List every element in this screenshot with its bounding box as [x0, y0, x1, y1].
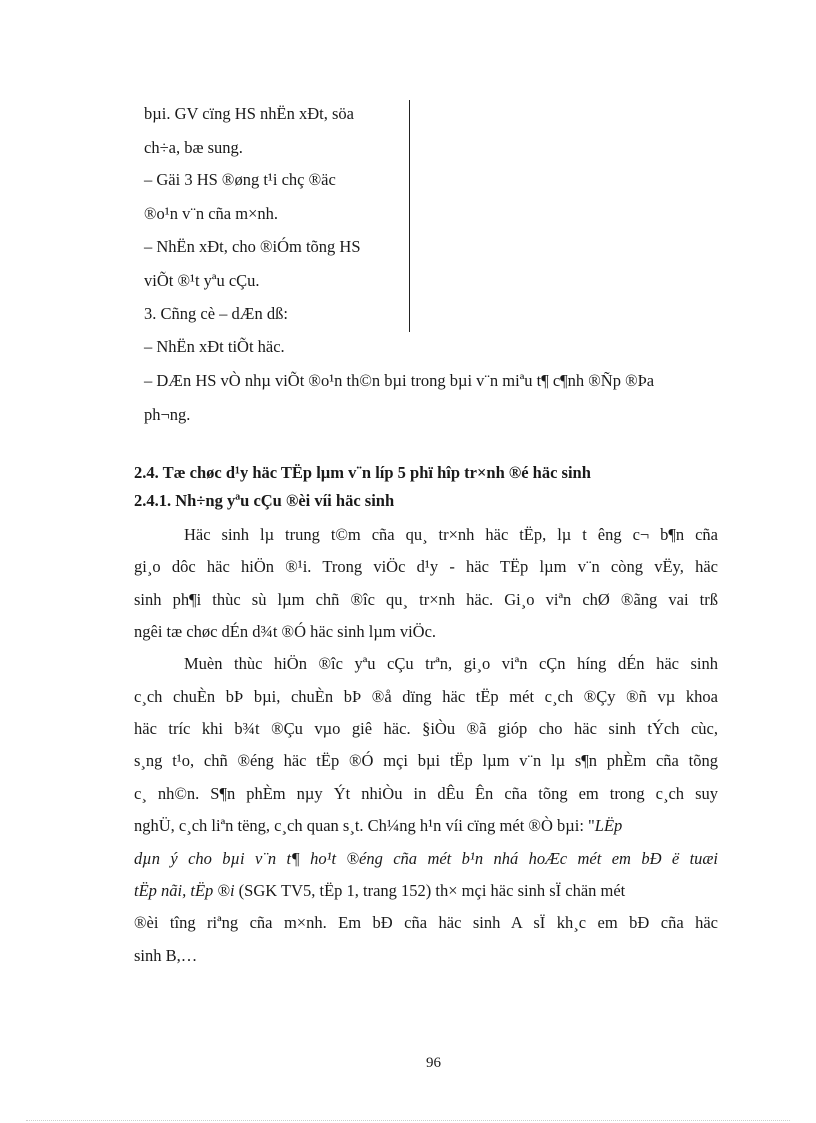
paragraph-2-line-9: ®èi tîng riªng cña m×nh. Em bÐ cña häc sinh A sÏ kh¸c em bÐ cña häc [134, 913, 718, 932]
page-number: 96 [426, 1055, 441, 1071]
table-line-1: bµi. GV cïng HS nhËn xÐt, söa [144, 104, 354, 123]
subsection-heading: 2.4.1. Nh÷ng yªu cÇu ®èi víi häc sinh [134, 491, 395, 510]
paragraph-2-quote-end: tËp nãi, tËp ®i [134, 881, 235, 900]
paragraph-2-line-1: Muèn thùc hiÖn ®îc yªu cÇu trªn, gi¸o viªn cÇn híng dÉn häc sinh [184, 654, 718, 673]
paragraph-2-line-10: sinh B,… [134, 946, 198, 965]
paragraph-1-line-4: ngêi tæ chøc dÉn d¾t ®Ó häc sinh lµm viÖc. [134, 622, 437, 641]
text-line-homework: – DÆn HS vÒ nhµ viÕt ®o¹n th©n bµi trong bµi v¨n miªu t¶ c¶nh ®Ñp ®Þa [144, 371, 655, 390]
paragraph-2-line-6 [134, 816, 718, 836]
paragraph-2-line-2: c¸ch chuÈn bÞ bµi, chuÈn bÞ ®å dïng häc tËp mét c¸ch ®Çy ®ñ vµ khoa [134, 687, 718, 706]
paragraph-1-line-2: gi¸o dôc häc hiÖn ®¹i. Trong viÖc d¹y - häc TËp lµm v¨n còng vËy, häc [134, 557, 718, 576]
text-line-review: – NhËn xÐt tiÕt häc. [144, 337, 285, 356]
paragraph-2-line-8-tail: (SGK TV5, tËp 1, trang 152) th× mçi häc sinh sÏ chän mét [234, 881, 626, 900]
table-line-7: 3. Cñng cè – dÆn dß: [144, 304, 288, 323]
table-line-4: ®o¹n v¨n cña m×nh. [144, 204, 279, 223]
paragraph-2-quote-start: LËp [594, 816, 623, 835]
table-line-2: ch÷a, bæ sung. [144, 138, 243, 157]
paragraph-2-line-4: s¸ng t¹o, chñ ®éng häc tËp ®Ó mçi bµi tËp lµm v¨n lµ s¶n phÈm cña tõng [134, 751, 718, 770]
paragraph-2-line-6-text: nghÜ, c¸ch liªn tëng, c¸ch quan s¸t. Ch¼ng h¹n víi cïng mét ®Ò bµi: " [134, 816, 595, 835]
paragraph-1-line-3: sinh ph¶i thùc sù lµm chñ ®îc qu¸ tr×nh häc. Gi¸o viªn chØ ®ãng vai trß [134, 590, 718, 609]
table-line-3: – Gäi 3 HS ®øng t¹i chç ®äc [144, 170, 336, 189]
section-heading: 2.4. Tæ chøc d¹y häc TËp lµm v¨n líp 5 phï hîp tr×nh ®é häc sinh [134, 463, 591, 482]
paragraph-2-line-8 [134, 881, 718, 901]
paragraph-2-line-3: häc tríc khi b¾t ®Çu vµo giê häc. §iÒu ®ã gióp cho häc sinh tÝch cùc, [134, 719, 718, 738]
text-line-homework-end: ph¬ng. [144, 405, 191, 424]
paragraph-1-line-1: Häc sinh lµ trung t©m cña qu¸ tr×nh häc tËp, lµ t êng c¬ b¶n cña [184, 525, 718, 544]
table-column-border [409, 100, 410, 332]
paragraph-2-quote-line: dµn ý cho bµi v¨n t¶ ho¹t ®éng cña mét b¹n nhá hoÆc mét em bÐ ë tuæi [134, 849, 718, 868]
page-bottom-rule [26, 1120, 790, 1121]
paragraph-2-line-5: c¸ nh©n. S¶n phÈm nµy Ýt nhiÒu in dÊu Ên cña tõng em trong c¸ch suy [134, 784, 718, 803]
table-line-5: – NhËn xÐt, cho ®iÓm tõng HS [144, 237, 361, 256]
table-line-6: viÕt ®¹t yªu cÇu. [144, 271, 260, 290]
